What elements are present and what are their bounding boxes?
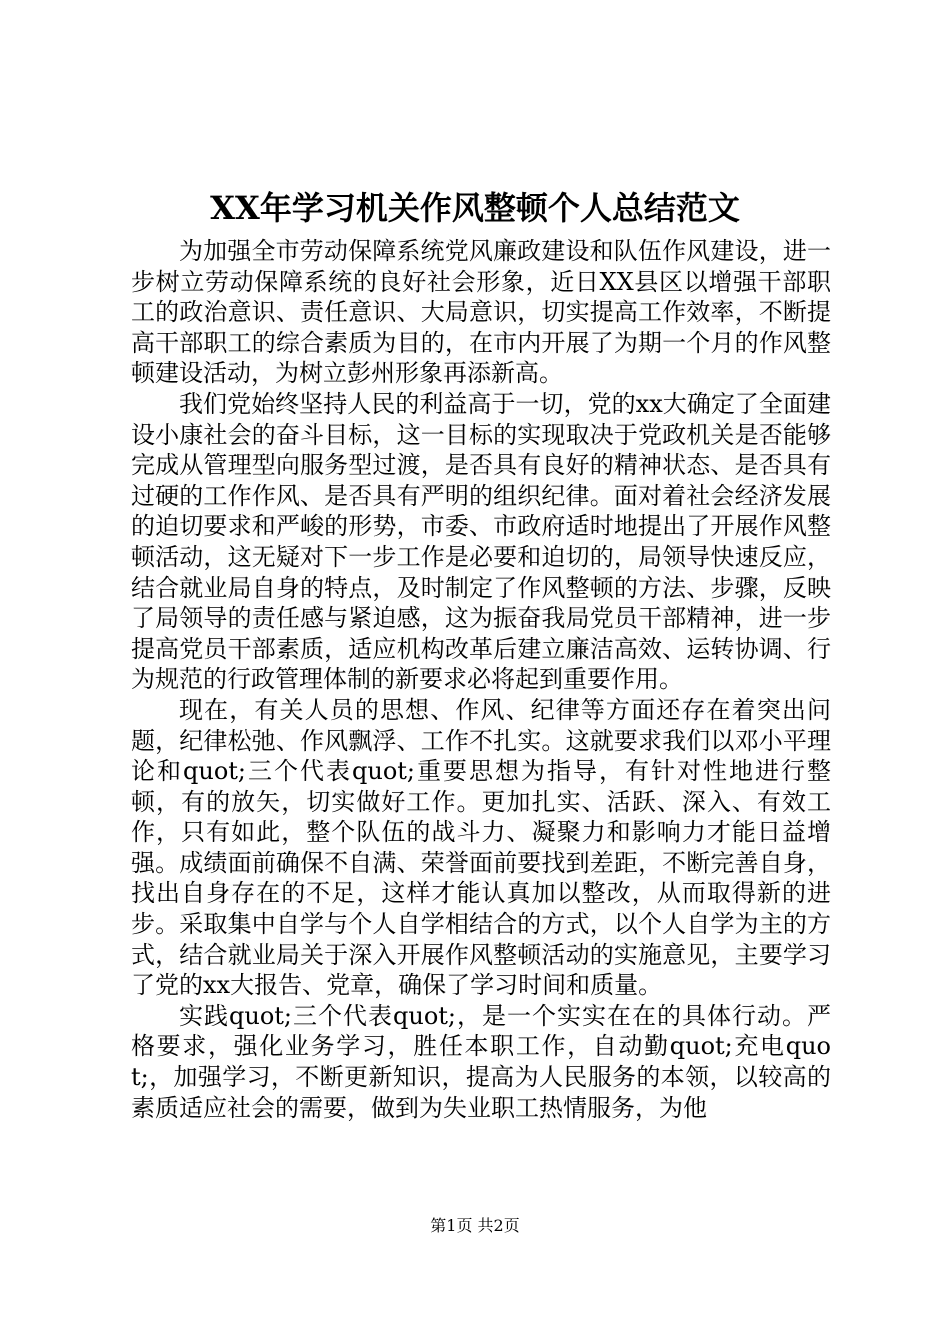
body-paragraph-3: 现在，有关人员的思想、作风、纪律等方面还存在着突出问题，纪律松弛、作风飘浮、工作不扎实。这就要求我们以邓小平理论和quot;三个代表quot;重要思想为指导，有针对性地进行整顿，有的放矢，切实做好工作。更加扎实、活跃、深入、有效工作，只有如此，整个队伍的战斗力、凝聚力和影响力才能日益增强。成绩面前确保不自满、荣誉面前要找到差距，不断完善自身，找出自身存在的不足，这样才能认真加以整改，从而取得新的进步。采取集中自学与个人自学相结合的方式，以个人自学为主的方式，结合就业局关于深入开展作风整顿活动的实施意见，主要学习了党的xx大报告、党章，确保了学习时间和质量。 (131, 695, 831, 1000)
page-number-footer: 第1页 共2页 (430, 1216, 520, 1235)
body-paragraph-1: 为加强全市劳动保障系统党风廉政建设和队伍作风建设，进一步树立劳动保障系统的良好社会形象，近日XX县区以增强干部职工的政治意识、责任意识、大局意识，切实提高工作效率，不断提高干部职工的综合素质为目的，在市内开展了为期一个月的作风整顿建设活动，为树立彭州形象再添新高。 (131, 237, 831, 388)
body-paragraph-2: 我们党始终坚持人民的利益高于一切，党的xx大确定了全面建设小康社会的奋斗目标，这一目标的实现取决于党政机关是否能够完成从管理型向服务型过渡，是否具有良好的精神状态、是否具有过硬的工作作风、是否具有严明的组织纪律。面对着社会经济发展的迫切要求和严峻的形势，市委、市政府适时地提出了开展作风整顿活动，这无疑对下一步工作是必要和迫切的，局领导快速反应，结合就业局自身的特点，及时制定了作风整顿的方法、步骤，反映了局领导的责任感与紧迫感，这为振奋我局党员干部精神，进一步提高党员干部素质，适应机构改革后建立廉洁高效、运转协调、行为规范的行政管理体制的新要求必将起到重要作用。 (131, 389, 831, 694)
body-paragraph-4: 实践quot;三个代表quot;，是一个实实在在的具体行动。严格要求，强化业务学习，胜任本职工作，自动勤quot;充电quot;，加强学习，不断更新知识，提高为人民服务的本领，以较高的素质适应社会的需要，做到为失业职工热情服务，为他 (131, 1001, 831, 1122)
document-body (131, 236, 831, 1123)
document-title: XX年学习机关作风整顿个人总结范文 (210, 189, 740, 227)
